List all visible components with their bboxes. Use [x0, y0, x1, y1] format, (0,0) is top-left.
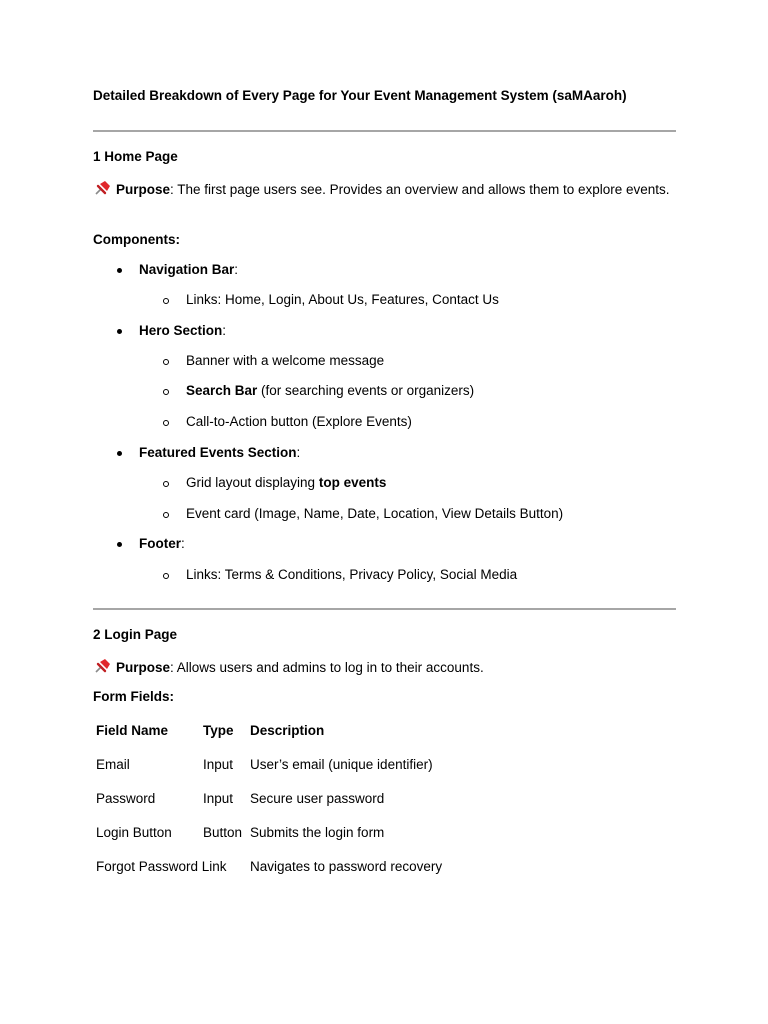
table-cell: Navigates to password recovery: [250, 859, 443, 874]
sub-item-hero-cta: Call-to-Action button (Explore Events): [186, 414, 412, 429]
sub-item-footer-links: Links: Terms & Conditions, Privacy Policy, Social Media: [186, 567, 518, 582]
purpose-colon: :: [170, 660, 174, 675]
bullet-circle: [163, 512, 169, 518]
horizontal-rule: [93, 130, 676, 132]
table-cell: Forgot Password Link: [96, 859, 227, 874]
table-cell: Email: [96, 757, 130, 772]
document-title: Detailed Breakdown of Every Page for Your Event Management System (saMAaroh): [93, 88, 627, 103]
table-cell: Submits the login form: [250, 825, 385, 840]
bullet-circle: [163, 573, 169, 579]
sub-item-featured-grid: Grid layout displaying top events: [186, 475, 387, 490]
home-purpose: [93, 179, 683, 200]
bullet-circle: [163, 298, 169, 304]
table-cell: Secure user password: [250, 791, 385, 806]
purpose-text: The first page users see. Provides an overview and allows them to explore events.: [173, 182, 670, 197]
table-cell: User’s email (unique identifier): [250, 757, 433, 772]
bullet-disc: [117, 329, 122, 334]
sub-item-featured-card: Event card (Image, Name, Date, Location, View Details Button): [186, 506, 564, 521]
sub-item-hero-banner: Banner with a welcome message: [186, 353, 385, 368]
pushpin-icon: [93, 180, 111, 196]
sub-item-hero-search: Search Bar (for searching events or organizers): [186, 383, 475, 398]
table-cell: Login Button: [96, 825, 172, 840]
table-cell: Input: [203, 757, 234, 772]
login-purpose: [93, 657, 683, 678]
form-fields-label: Form Fields:: [93, 689, 175, 704]
sub-item-nav-links: Links: Home, Login, About Us, Features, Contact Us: [186, 292, 499, 307]
horizontal-rule: [93, 608, 676, 610]
list-item-navigation-bar: Navigation Bar:: [139, 262, 239, 277]
list-item-footer: Footer:: [139, 536, 185, 551]
list-item-hero-section: Hero Section:: [139, 323, 227, 338]
pushpin-icon: [93, 658, 111, 674]
bullet-circle: [163, 481, 169, 487]
purpose-colon: :: [170, 182, 174, 197]
section-heading-login: 2 Login Page: [93, 627, 178, 642]
bullet-disc: [117, 542, 122, 547]
table-cell: Button: [203, 825, 243, 840]
table-header-field-name: Field Name: [96, 723, 169, 738]
purpose-text: Allows users and admins to log in to their accounts.: [173, 660, 484, 675]
purpose-label: Purpose: [116, 660, 171, 675]
table-cell: Password: [96, 791, 156, 806]
bullet-circle: [163, 420, 169, 426]
components-label: Components:: [93, 232, 180, 247]
bullet-circle: [163, 389, 169, 395]
bullet-circle: [163, 359, 169, 365]
table-header-description: Description: [250, 723, 325, 738]
list-item-featured-events: Featured Events Section:: [139, 445, 301, 460]
bullet-disc: [117, 268, 122, 273]
bullet-disc: [117, 451, 122, 456]
table-header-type: Type: [203, 723, 234, 738]
section-heading-home: 1 Home Page: [93, 149, 178, 164]
table-cell: Input: [203, 791, 234, 806]
purpose-label: Purpose: [116, 182, 171, 197]
